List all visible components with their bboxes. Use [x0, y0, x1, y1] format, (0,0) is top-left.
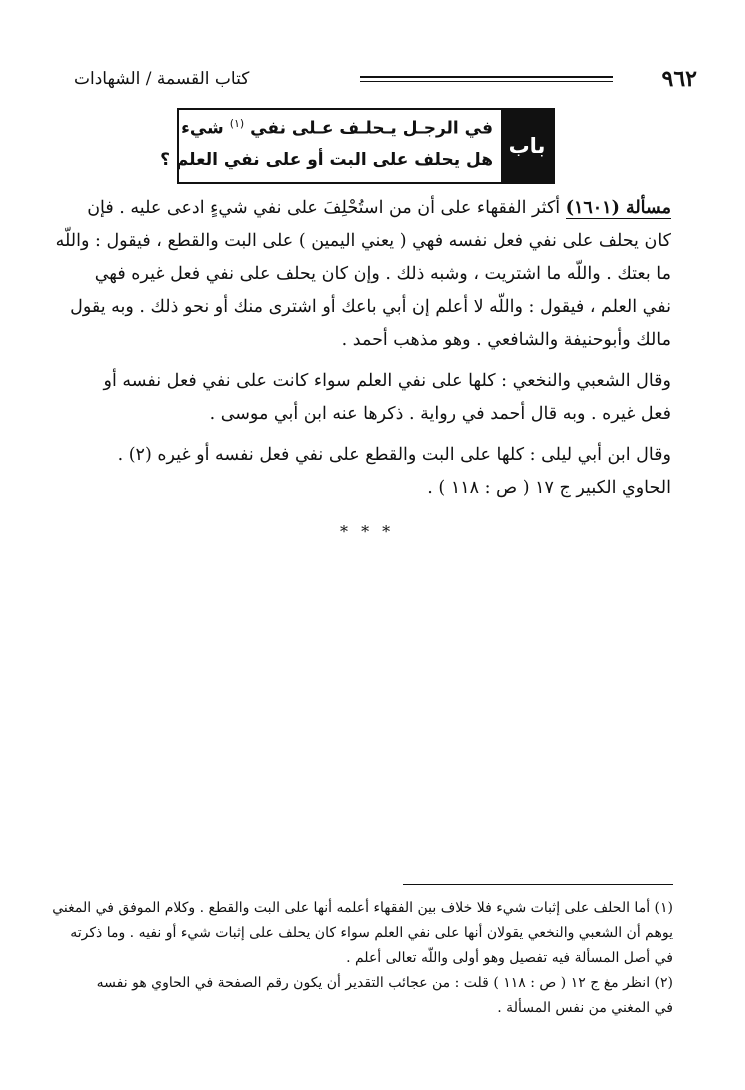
footnote-line: (٢) انظر مغ ج ١٢ ( ص : ١١٨ ) قلت : من عجائب التقدير أن يكون رقم الصفحة في الحاوي هو نفسه [96, 975, 673, 991]
footnotes [52, 896, 673, 1021]
text-line: كان يحلف على نفي فعل نفسه فهي ( يعني اليمين ) على البت والقطع ، فيقول : واللّه [55, 231, 671, 251]
header-rule [360, 76, 613, 78]
text-line: ما بعتك . واللّه ما اشتريت ، وشبه ذلك . وإن كان يحلف على نفي فعل غيره فهي [94, 264, 671, 284]
footnote-line: في أصل المسألة فيه تفصيل وهو أولى واللّه تعالى أعلم . [346, 950, 673, 966]
text-line: وقال الشعبي والنخعي : كلها على نفي العلم سواء كانت على نفي فعل نفسه أو [103, 371, 671, 391]
footnote-line: (١) أما الحلف على إثبات شيء فلا خلاف بين الفقهاء أعلمه أنها على البت والقطع . وكلام الموفق في المغني [52, 900, 673, 916]
paragraph-1 [55, 192, 671, 357]
header-rule-thin [360, 81, 613, 82]
chapter-title-end: شيء [181, 118, 224, 139]
paragraph-3 [71, 439, 671, 505]
text-line: وقال ابن أبي ليلى : كلها على البت والقطع على نفي فعل نفسه أو غيره (٢) . [117, 445, 671, 465]
text-line: نفي العلم ، فيقول : واللّه لا أعلم إن أبي باعك أو اشترى منك أو نحو ذلك . وبه يقول [70, 297, 671, 317]
chapter-title-line-1 [181, 117, 493, 139]
footnote-rule [403, 884, 673, 885]
chapter-title-line-2: هل يحلف على البت أو على نفي العلم ؟ [160, 150, 493, 170]
text-line: مالك وأبوحنيفة والشافعي . وهو مذهب أحمد . [341, 330, 671, 350]
chapter-title-text: في الرجـل يـحلـف عـلى نفي [250, 118, 493, 139]
main-text [55, 192, 671, 505]
text-line: مسألة (١٦٠١) أكثر الفقهاء على أن من استُحْلِفَ على نفي شيءٍ ادعى عليه . فإن [87, 198, 671, 218]
chapter-footnote-ref: (١) [229, 117, 245, 130]
chapter-label: باب [501, 110, 553, 182]
page-header [74, 66, 697, 96]
text-line: فعل غيره . وبه قال أحمد في رواية . ذكرها عنه ابن أبي موسى . [209, 404, 671, 424]
section-separator: * * * [340, 522, 395, 541]
footnote-line: في المغني من نفس المسألة . [497, 1000, 673, 1016]
paragraph-2 [71, 365, 671, 431]
book-title: كتاب القسمة / الشهادات [74, 69, 250, 89]
chapter-heading-box [160, 108, 555, 184]
source-reference: الحاوي الكبير ج ١٧ ( ص : ١١٨ ) . [427, 478, 671, 498]
issue-number: مسألة (١٦٠١) [565, 198, 671, 218]
footnote-line: يوهم أن الشعبي والنخعي يقولان أنها على نفي العلم سواء كان يحلف على إثبات شيء أو نفيه . وما ذكرته [70, 925, 673, 941]
page-number: ٩٦٢ [661, 66, 697, 92]
